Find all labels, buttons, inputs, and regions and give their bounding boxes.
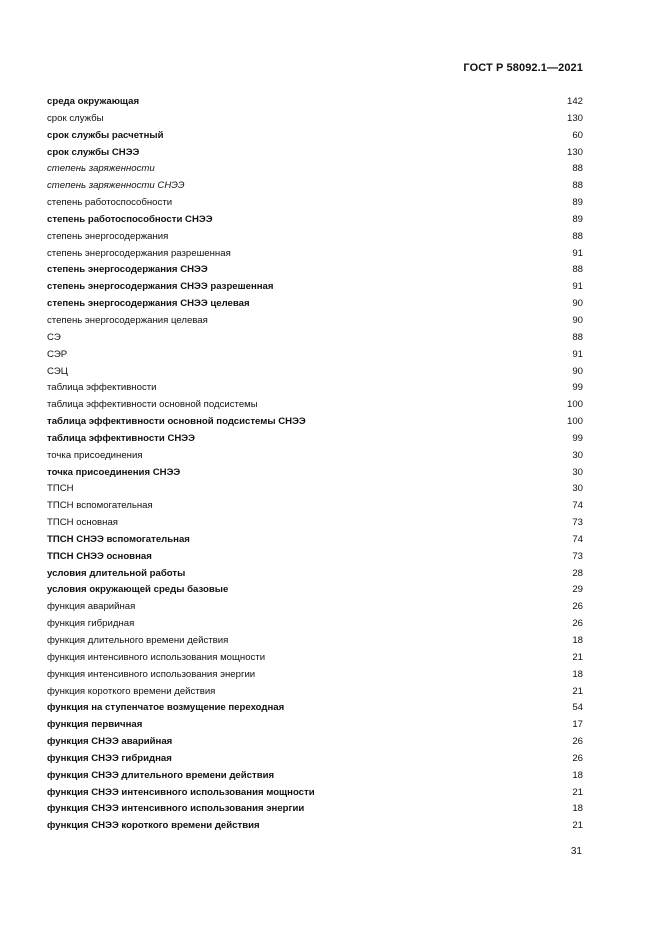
index-entry: [47, 161, 583, 178]
index-entry: [47, 633, 583, 650]
index-entry: [47, 734, 583, 751]
index-term: степень работоспособности СНЭЭ: [47, 213, 213, 225]
index-page-ref: 28: [572, 567, 583, 579]
index-entry: [47, 582, 583, 599]
index-term: ТПСН: [47, 483, 74, 495]
index-entry: [47, 717, 583, 734]
index-page-ref: 26: [572, 618, 583, 630]
index-entry: [47, 262, 583, 279]
index-page-ref: 30: [572, 483, 583, 495]
index-entry: [47, 785, 583, 802]
index-page-ref: 73: [572, 550, 583, 562]
index-term: степень энергосодержания целевая: [47, 314, 208, 326]
alphabetical-index: [47, 94, 583, 835]
index-page-ref: 30: [572, 449, 583, 461]
index-entry: [47, 296, 583, 313]
index-page-ref: 18: [572, 803, 583, 815]
index-term: СЭ: [47, 331, 61, 343]
index-term: степень энергосодержания СНЭЭ целевая: [47, 298, 250, 310]
index-page-ref: 54: [572, 702, 583, 714]
index-entry: [47, 279, 583, 296]
index-page-ref: 18: [572, 668, 583, 680]
index-entry: [47, 549, 583, 566]
index-page-ref: 99: [572, 432, 583, 444]
index-entry: [47, 229, 583, 246]
index-entry: [47, 465, 583, 482]
index-term: функция интенсивного использования мощности: [47, 651, 266, 663]
index-entry: [47, 616, 583, 633]
index-term: функция длительного времени действия: [47, 635, 229, 646]
index-term: ТПСН вспомогательная: [47, 500, 153, 512]
index-entry: [47, 330, 583, 347]
index-page-ref: 21: [572, 651, 583, 663]
index-entry: [47, 212, 583, 229]
index-page-ref: 26: [572, 752, 583, 764]
index-page-ref: 17: [572, 719, 583, 731]
index-page-ref: 74: [572, 500, 583, 512]
index-term: условия длительной работы: [47, 567, 186, 579]
index-page-ref: 90: [572, 365, 583, 377]
index-page-ref: 100: [566, 416, 583, 428]
page-number: 31: [570, 846, 582, 857]
index-page-ref: 29: [572, 584, 583, 596]
index-entry: [47, 111, 583, 128]
index-entry: [47, 414, 583, 431]
index-entry: [47, 431, 583, 448]
index-entry: [47, 515, 583, 532]
index-term: ТПСН основная: [47, 517, 118, 529]
index-entry: [47, 751, 583, 768]
index-entry: [47, 448, 583, 465]
index-page-ref: 142: [566, 96, 583, 107]
index-page-ref: 18: [572, 769, 583, 781]
index-term: функция гибридная: [47, 618, 135, 630]
index-entry: [47, 599, 583, 616]
index-page-ref: 21: [572, 786, 583, 798]
index-page-ref: 74: [572, 533, 583, 545]
index-term: СЭР: [47, 348, 68, 360]
index-page-ref: 88: [572, 230, 583, 242]
index-page-ref: 91: [572, 281, 583, 293]
index-page-ref: 88: [572, 180, 583, 192]
index-page-ref: 26: [572, 601, 583, 613]
index-entry: [47, 532, 583, 549]
index-term: функция СНЭЭ короткого времени действия: [47, 820, 260, 832]
index-term: функция первичная: [47, 719, 143, 731]
index-entry: [47, 801, 583, 818]
index-term: срок службы: [47, 112, 104, 124]
index-term: ТПСН СНЭЭ основная: [47, 550, 152, 562]
index-term: функция СНЭЭ длительного времени действия: [47, 769, 275, 781]
index-term: ТПСН СНЭЭ вспомогательная: [47, 533, 190, 545]
index-page-ref: 99: [572, 382, 583, 394]
index-term: функция на ступенчатое возмущение переходная: [47, 702, 285, 714]
index-entry: [47, 246, 583, 263]
index-entry: [47, 700, 583, 717]
index-term: среда окружающая: [47, 96, 140, 107]
index-page-ref: 100: [566, 399, 583, 411]
index-term: функция СНЭЭ интенсивного использования энергии: [47, 803, 305, 815]
index-term: степень энергосодержания СНЭЭ разрешенная: [47, 281, 274, 293]
index-term: СЭЦ: [47, 365, 68, 377]
index-page-ref: 91: [572, 348, 583, 360]
index-entry: [47, 195, 583, 212]
index-page-ref: 26: [572, 736, 583, 748]
index-entry: [47, 347, 583, 364]
index-entry: [47, 650, 583, 667]
index-entry: [47, 94, 583, 111]
document-header: ГОСТ Р 58092.1—2021: [463, 62, 583, 74]
index-entry: [47, 313, 583, 330]
index-page-ref: 130: [566, 146, 583, 158]
index-page-ref: 21: [572, 685, 583, 697]
index-page-ref: 89: [572, 197, 583, 209]
index-entry: [47, 364, 583, 381]
index-page-ref: 73: [572, 517, 583, 529]
index-entry: [47, 178, 583, 195]
index-term: функция СНЭЭ гибридная: [47, 752, 172, 764]
index-term: степень энергосодержания: [47, 230, 169, 242]
index-term: степень энергосодержания разрешенная: [47, 247, 231, 259]
index-page-ref: 18: [572, 635, 583, 646]
index-term: функция короткого времени действия: [47, 685, 216, 697]
index-term: функция СНЭЭ аварийная: [47, 736, 173, 748]
index-entry: [47, 566, 583, 583]
index-term: таблица эффективности основной подсистемы: [47, 399, 258, 411]
index-entry: [47, 768, 583, 785]
index-term: функция аварийная: [47, 601, 136, 613]
index-term: степень заряженности СНЭЭ: [47, 180, 185, 192]
index-term: функция интенсивного использования энергии: [47, 668, 256, 680]
index-term: степень заряженности: [47, 163, 155, 175]
index-term: точка присоединения: [47, 449, 143, 461]
index-entry: [47, 481, 583, 498]
index-entry: [47, 380, 583, 397]
index-term: условия окружающей среды базовые: [47, 584, 229, 596]
index-term: функция СНЭЭ интенсивного использования мощности: [47, 786, 315, 798]
index-term: точка присоединения СНЭЭ: [47, 466, 181, 478]
index-term: степень работоспособности: [47, 197, 173, 209]
index-term: таблица эффективности: [47, 382, 157, 394]
index-page-ref: 88: [572, 331, 583, 343]
index-term: срок службы расчетный: [47, 129, 164, 141]
index-entry: [47, 397, 583, 414]
index-page-ref: 90: [572, 298, 583, 310]
index-page-ref: 21: [572, 820, 583, 832]
index-page-ref: 89: [572, 213, 583, 225]
index-page-ref: 60: [572, 129, 583, 141]
index-entry: [47, 145, 583, 162]
index-term: таблица эффективности СНЭЭ: [47, 432, 195, 444]
index-page-ref: 88: [572, 264, 583, 276]
index-page-ref: 130: [566, 112, 583, 124]
index-entry: [47, 684, 583, 701]
index-term: степень энергосодержания СНЭЭ: [47, 264, 208, 276]
index-entry: [47, 667, 583, 684]
index-entry: [47, 498, 583, 515]
index-page-ref: 90: [572, 314, 583, 326]
index-term: таблица эффективности основной подсистемы СНЭЭ: [47, 416, 306, 428]
index-page-ref: 30: [572, 466, 583, 478]
index-page-ref: 91: [572, 247, 583, 259]
index-page-ref: 88: [572, 163, 583, 175]
index-entry: [47, 128, 583, 145]
index-entry: [47, 818, 583, 835]
index-term: срок службы СНЭЭ: [47, 146, 140, 158]
